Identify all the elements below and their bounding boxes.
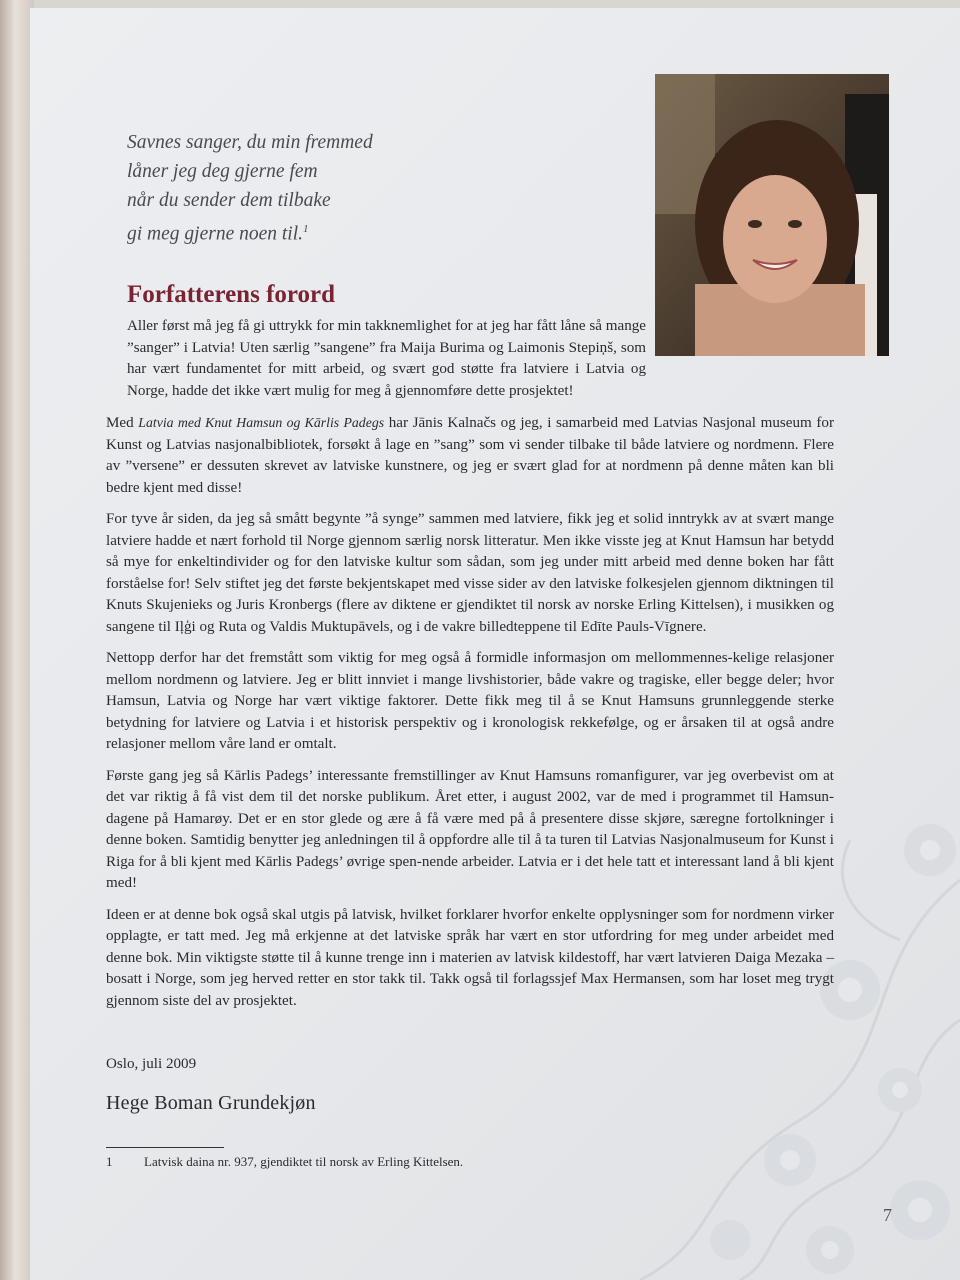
footnote-reference: 1: [303, 223, 309, 235]
poem-line: når du sender dem tilbake: [127, 190, 331, 211]
footnote-divider: [106, 1147, 224, 1148]
paragraph: [106, 412, 834, 499]
section-heading: Forfatterens forord: [127, 281, 336, 308]
paragraph-rest: har Jānis Kalnačs og jeg, i samarbeid med Latvias Nasjonal museum for Kunst og Latvias nasjonalbibliotek, forsøkt å lage en ”sang” som vi sender tilbake til både latviere og nordmenn. Flere av ”versene” er dessuten skrevet av latviske kunstnere, og jeg er svært glad for at nordmenn på denne måten kan bli bedre kjent med disse!: [106, 415, 834, 496]
author-photo: [655, 74, 889, 356]
poem-line: Savnes sanger, du min fremmed: [127, 132, 373, 153]
book-title: Latvia med Knut Hamsun og Kārlis Padegs: [138, 415, 385, 430]
paragraph: For tyve år siden, da jeg så smått begynte ”å synge” sammen med latviere, fikk jeg et solid inntrykk av at svært mange latviere hadde et nært forhold til Norge gjennom særlig norsk litteratur. Men ikke visste jeg at Knut Hamsun har betydd så mye for enkeltindivider og for den latviske kultur som sådan, som jeg under mitt arbeid med denne boken har fått forståelse for! Selv stiftet jeg det første bekjentskapet med visse sider av den latviske folkesjelen gjennom diktningen til Knuts Skujenieks og Juris Kronbergs (flere av diktene er gjendiktet til norsk av norske Erling Kittelsen), i musikken og sangene til Iļģi og Ruta og Valdis Muktupāvels, og i de vakre billedteppene til Edīte Pauls-Vīgnere.: [106, 511, 834, 635]
epigraph-poem: [127, 128, 447, 249]
place-date: Oslo, juli 2009: [106, 1056, 197, 1072]
page-number: 7: [883, 1205, 892, 1225]
book-binding: [0, 0, 34, 1280]
footnote: [106, 1154, 463, 1170]
poem-line: låner jeg deg gjerne fem: [127, 161, 318, 182]
paragraph: Ideen er at denne bok også skal utgis på latvisk, hvilket forklarer hvorfor enkelte opplysninger som for nordmenn virker opplagte, er tatt med. Jeg må erkjenne at det latviske språk har vært en stor utfordring for meg under arbeidet med denne bok. Min viktigste støtte til å kunne trenge inn i materien av latvisk kildestoff, har vært latvieren Daiga Mezaka – bosatt i Norge, som jeg herved retter en stor takk til. Takk også til forlagssjef Max Hermansen, som har loset meg trygt gjennom siste del av prosjektet.: [106, 906, 834, 1009]
paragraph: Første gang jeg så Kārlis Padegs’ interessante fremstillinger av Knut Hamsuns romanfigurer, var jeg overbevist om at det var riktig å få vist dem til det norske publikum. Året etter, i august 2002, var de med i programmet til Hamsun-dagene på Hamarøy. Det er en stor glede og ære å få være med på å presentere disse skjøre, særegne fortolkninger i denne boken. Samtidig benytter jeg anledningen til å oppfordre alle til å ta turen til Latvias Nasjonalmuseum for Kunst i Riga for å bli kjent med Kārlis Padegs’ øvrige spen-nende arbeider. Latvia er i det hele tatt et interessant land å bli kjent med!: [106, 767, 834, 891]
poem-line-text: gi meg gjerne noen til.: [127, 223, 304, 245]
poem-line: [127, 215, 447, 249]
paragraph-lead: Med: [106, 415, 139, 431]
paragraph: Nettopp derfor har det fremstått som viktig for meg også å formidle informasjon om mellommennes-kelige relasjoner mellom nordmenn og latviere. Jeg er blitt innviet i mange livshistorier, både vakre og tragiske, eller begge deler; hvor Hamsun, Latvia og Norge har vært viktige faktorer. Dette fikk meg til å se Knut Hamsuns grunnleggende sterke betydning for latviere og Latvia i et historisk perspektiv og i kronologisk rekkefølge, og er årsaken til at også andre relasjoner mellom våre land er omtalt.: [106, 650, 834, 752]
paragraph: Aller først må jeg få gi uttrykk for min takknemlighet for at jeg har fått låne så mange ”sanger” i Latvia! Uten særlig ”sangene” fra Maija Burima og Laimonis Stepiņš, som har vært fundamentet for mitt arbeid, og svært god støtte fra latviere i Latvia og Norge, hadde det ikke vært mulig for meg å gjennomføre dette prosjektet!: [127, 318, 646, 399]
author-signature: Hege Boman Grundekjøn: [106, 1092, 316, 1114]
foreword-body: [106, 316, 834, 1022]
footnote-text: Latvisk daina nr. 937, gjendiktet til norsk av Erling Kittelsen.: [144, 1154, 464, 1169]
footnote-number: 1: [106, 1154, 113, 1169]
